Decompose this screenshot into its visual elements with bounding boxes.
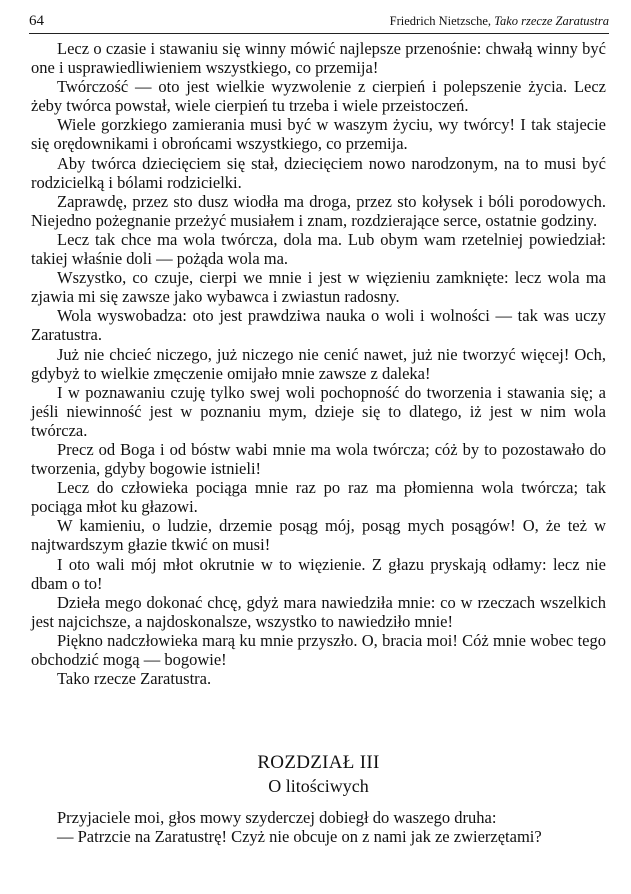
closing-line: Tako rzecze Zaratustra.	[57, 669, 212, 689]
chapter-number: ROZDZIAŁ III	[257, 752, 380, 773]
paragraph: Piękno nadczłowieka marą ku mnie przyszło. O, bracia moi! Cóż mnie wobec tego obchodzić mogą — bogowie!	[31, 630, 606, 669]
paragraph: Już nie chcieć niczego, już niczego nie cenić nawet, już nie tworzyć więcej! Och, gdybyż to wielkie zmęczenie omijało mnie zawsze z daleka!	[31, 344, 606, 383]
paragraph: W kamieniu, o ludzie, drzemie posąg mój, posąg mych posągów! O, że też w najtwardszym głazie tkwić on musi!	[31, 516, 606, 555]
paragraph: Przyjaciele moi, głos mowy szyderczej dobiegł do waszego druha:	[57, 808, 497, 827]
page-number: 64	[29, 13, 44, 29]
chapter-title: O litościwych	[268, 776, 369, 796]
paragraph: Wszystko, co czuje, cierpi we mnie i jest w więzieniu zamknięte: lecz wola ma zjawia mi się zawsze jako wybawca i zwiastun radosny.	[31, 268, 606, 307]
paragraph: I oto wali mój młot okrutnie w to więzienie. Z głazu pryskają odłamy: lecz nie dbam o to!	[31, 554, 606, 593]
paragraph: — Patrzcie na Zaratustrę! Czyż nie obcuje on z nami jak ze zwierzętami?	[57, 827, 542, 847]
running-title	[390, 14, 609, 29]
running-header	[29, 11, 609, 34]
paragraph: Precz od Boga i od bóstw wabi mnie ma wola twórcza; cóż by to pozostawało do tworzenia, gdyby bogowie istnieli!	[31, 439, 606, 479]
paragraph: Lecz do człowieka pociąga mnie raz po raz ma płomienna wola twórcza; tak pociąga młot ku głazowi.	[31, 478, 606, 517]
paragraph: Lecz o czasie i stawaniu się winny mówić najlepsze przenośnie: chwałą winny być one i usprawiedliwieniem wszystkiego, co przemija!	[31, 39, 606, 78]
author-name: Friedrich Nietzsche,	[389, 14, 495, 28]
body-text	[31, 39, 606, 688]
paragraph: Aby twórca dziecięciem się stał, dziecięciem nowo narodzonym, na to musi być rodzicielką i bólami rodzicielki.	[31, 153, 606, 192]
paragraph: I w poznawaniu czuję tylko swej woli pochopność do tworzenia i stawania się; a jeśli niewinność jest w poznaniu mym, dzieje się to dlatego, iż jest w nim wola twórcza.	[31, 382, 606, 440]
paragraph: Dzieła mego dokonać chcę, gdyż mara nawiedziła mnie: co w rzeczach wszelkich jest najcichsze, a najdoskonalsze, wszystko to nawiedziło mnie!	[31, 592, 606, 631]
chapter-body-text	[31, 808, 606, 846]
paragraph: Twórczość — oto jest wielkie wyzwolenie z cierpień i polepszenie życia. Lecz żeby twórca powstał, wiele cierpień tu trzeba i wiele przeistoczeń.	[31, 77, 606, 116]
paragraph: Zaprawdę, przez sto dusz wiodła ma droga, przez sto kołysek i bóli porodowych. Niejedno pożegnanie przeżyć musiałem i znam, rozdzierające serce, ostatnie godziny.	[31, 191, 606, 230]
book-title: Tako rzecze Zaratustra	[494, 14, 609, 28]
paragraph: Wola wyswobadza: oto jest prawdziwa nauka o woli i wolności — tak was uczy Zaratustra.	[31, 306, 606, 345]
paragraph: Lecz tak chce ma wola twórcza, dola ma. Lub obym wam rzetelniej powiedział: takiej właśnie doli — pożąda wola ma.	[31, 229, 606, 269]
paragraph: Wiele gorzkiego zamierania musi być w waszym życiu, wy twórcy! I tak stajecie się orędownikami i obrońcami wszystkiego, co przemija.	[31, 115, 606, 154]
